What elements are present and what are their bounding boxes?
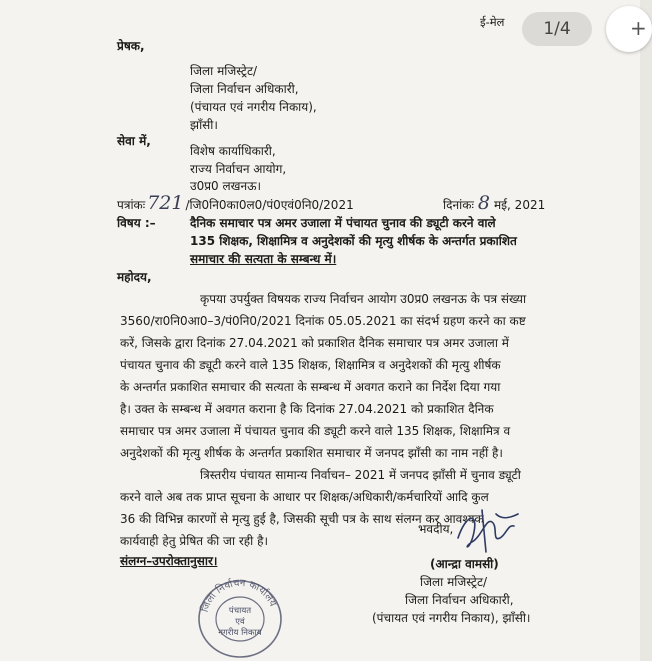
side-button[interactable] — [606, 6, 652, 52]
subject-line: 135 शिक्षक, शिक्षामित्र व अनुदेशकों की मृत्यु शीर्षक के अन्तर्गत प्रकाशित — [190, 234, 517, 248]
sender-line: जिला मजिस्ट्रेट/ — [190, 64, 258, 78]
para2-line: करने वाले अब तक प्राप्त सूचना के आधार पर शिक्षक/अधिकारी/कर्मचारियों आदि कुल — [120, 490, 489, 504]
date-rest: मई, 2021 — [493, 198, 546, 212]
subject-label: विषय :– — [117, 216, 156, 230]
para2-line: त्रिस्तरीय पंचायत सामान्य निर्वाचन– 2021 में जनपद झाँसी में चुनाव ड्यूटी — [200, 468, 521, 482]
enclosure-note: संलग्न–उपरोक्तानुसार। — [120, 554, 218, 568]
seal-outer-text: जिला निर्वाचन कार्यालय — [199, 577, 279, 614]
para1-line: 3560/रा0नि0आ0–3/पं0नि0/2021 दिनांक 05.05.2021 का संदर्भ ग्रहण करने का कष्ट — [120, 314, 526, 328]
page-counter: 1/4 — [522, 12, 592, 46]
date-line — [443, 192, 545, 214]
signatory-line: जिला मजिस्ट्रेट/ — [420, 575, 488, 589]
signatory-line: जिला निर्वाचन अधिकारी, — [405, 593, 514, 607]
para1-line: है। उक्त के सम्बन्ध में अवगत कराना है कि दिनांक 27.04.2021 को प्रकाशित दैनिक — [120, 402, 494, 416]
ref-rest: /जि0नि0का0ल0/पं0एवं0नि0/2021 — [185, 198, 354, 212]
seal-inner-line: पंचायत — [228, 606, 252, 616]
subject-line: समाचार की सत्यता के सम्बन्ध में। — [190, 252, 337, 266]
subject-line: दैनिक समाचार पत्र अमर उजाला में पंचायत चुनाव की ड्यूटी करने वाले — [190, 216, 496, 230]
sender-line: झाँसी। — [190, 118, 218, 132]
recipient-line: विशेष कार्याधिकारी, — [190, 144, 276, 158]
sender-line: (पंचायत एवं नगरीय निकाय), — [190, 100, 317, 114]
seal-inner-line: नगरीय निकाय — [218, 628, 262, 638]
sender-line: जिला निर्वाचन अधिकारी, — [190, 82, 299, 96]
recipient-line: उ0प्र0 लखनऊ। — [190, 179, 262, 193]
para1-line: समाचार पत्र अमर उजाला में पंचायत चुनाव की ड्यूटी करने वाले 135 शिक्षक, शिक्षामित्र व — [120, 424, 511, 438]
para2-line: कार्यवाही हेतु प्रेषित की जा रही है। — [120, 534, 268, 548]
para1-line: करें, जिसके द्वारा दिनांक 27.04.2021 को प्रकाशित दैनिक समाचार पत्र अमर उजाला में — [120, 336, 509, 350]
para2-line: 36 की विभिन्न कारणों से मृत्यु हुई है, जिसकी सूची पत्र के साथ संलग्न कर आवश्यक — [120, 512, 484, 526]
closing: भवदीय, — [418, 522, 454, 536]
ref-number-handwritten: 721 — [147, 192, 184, 214]
date-label: दिनांकः — [443, 198, 474, 212]
para1-line: अनुदेशकों की मृत्यु शीर्षक के अन्तर्गत प्रकाशित समाचार में जनपद झाँसी का नाम नहीं है। — [120, 446, 503, 460]
sender-label: प्रेषक, — [117, 39, 145, 53]
handwritten-signature — [452, 508, 524, 554]
salutation: महोदय, — [117, 270, 152, 284]
signatory-name: (आन्द्रा वामसी) — [430, 557, 499, 571]
para1-line: पंचायत चुनाव की ड्यूटी करने वाले 135 शिक्षक, शिक्षामित्र व अनुदेशकों की मृत्यु शीर्षक — [120, 358, 501, 372]
recipient-line: राज्य निर्वाचन आयोग, — [190, 162, 287, 176]
date-day-handwritten: 8 — [477, 192, 490, 214]
reference-line — [117, 192, 354, 214]
email-label: ई-मेल — [480, 15, 505, 29]
plus-icon: + — [630, 16, 647, 40]
para1-line: कृपया उपर्युक्त विषयक राज्य निर्वाचन आयोग उ0प्र0 लखनऊ के पत्र संख्या — [200, 292, 527, 306]
para1-line: के अन्तर्गत प्रकाशित समाचार की सत्यता के सम्बन्ध में अवगत कराने का निर्देश दिया गया — [120, 380, 501, 394]
ref-label: पत्रांकः — [117, 198, 146, 212]
signatory-line: (पंचायत एवं नगरीय निकाय), झाँसी। — [372, 611, 531, 625]
office-seal-stamp — [195, 575, 285, 659]
to-label: सेवा में, — [117, 134, 151, 148]
seal-inner-line: एवं — [235, 617, 245, 627]
